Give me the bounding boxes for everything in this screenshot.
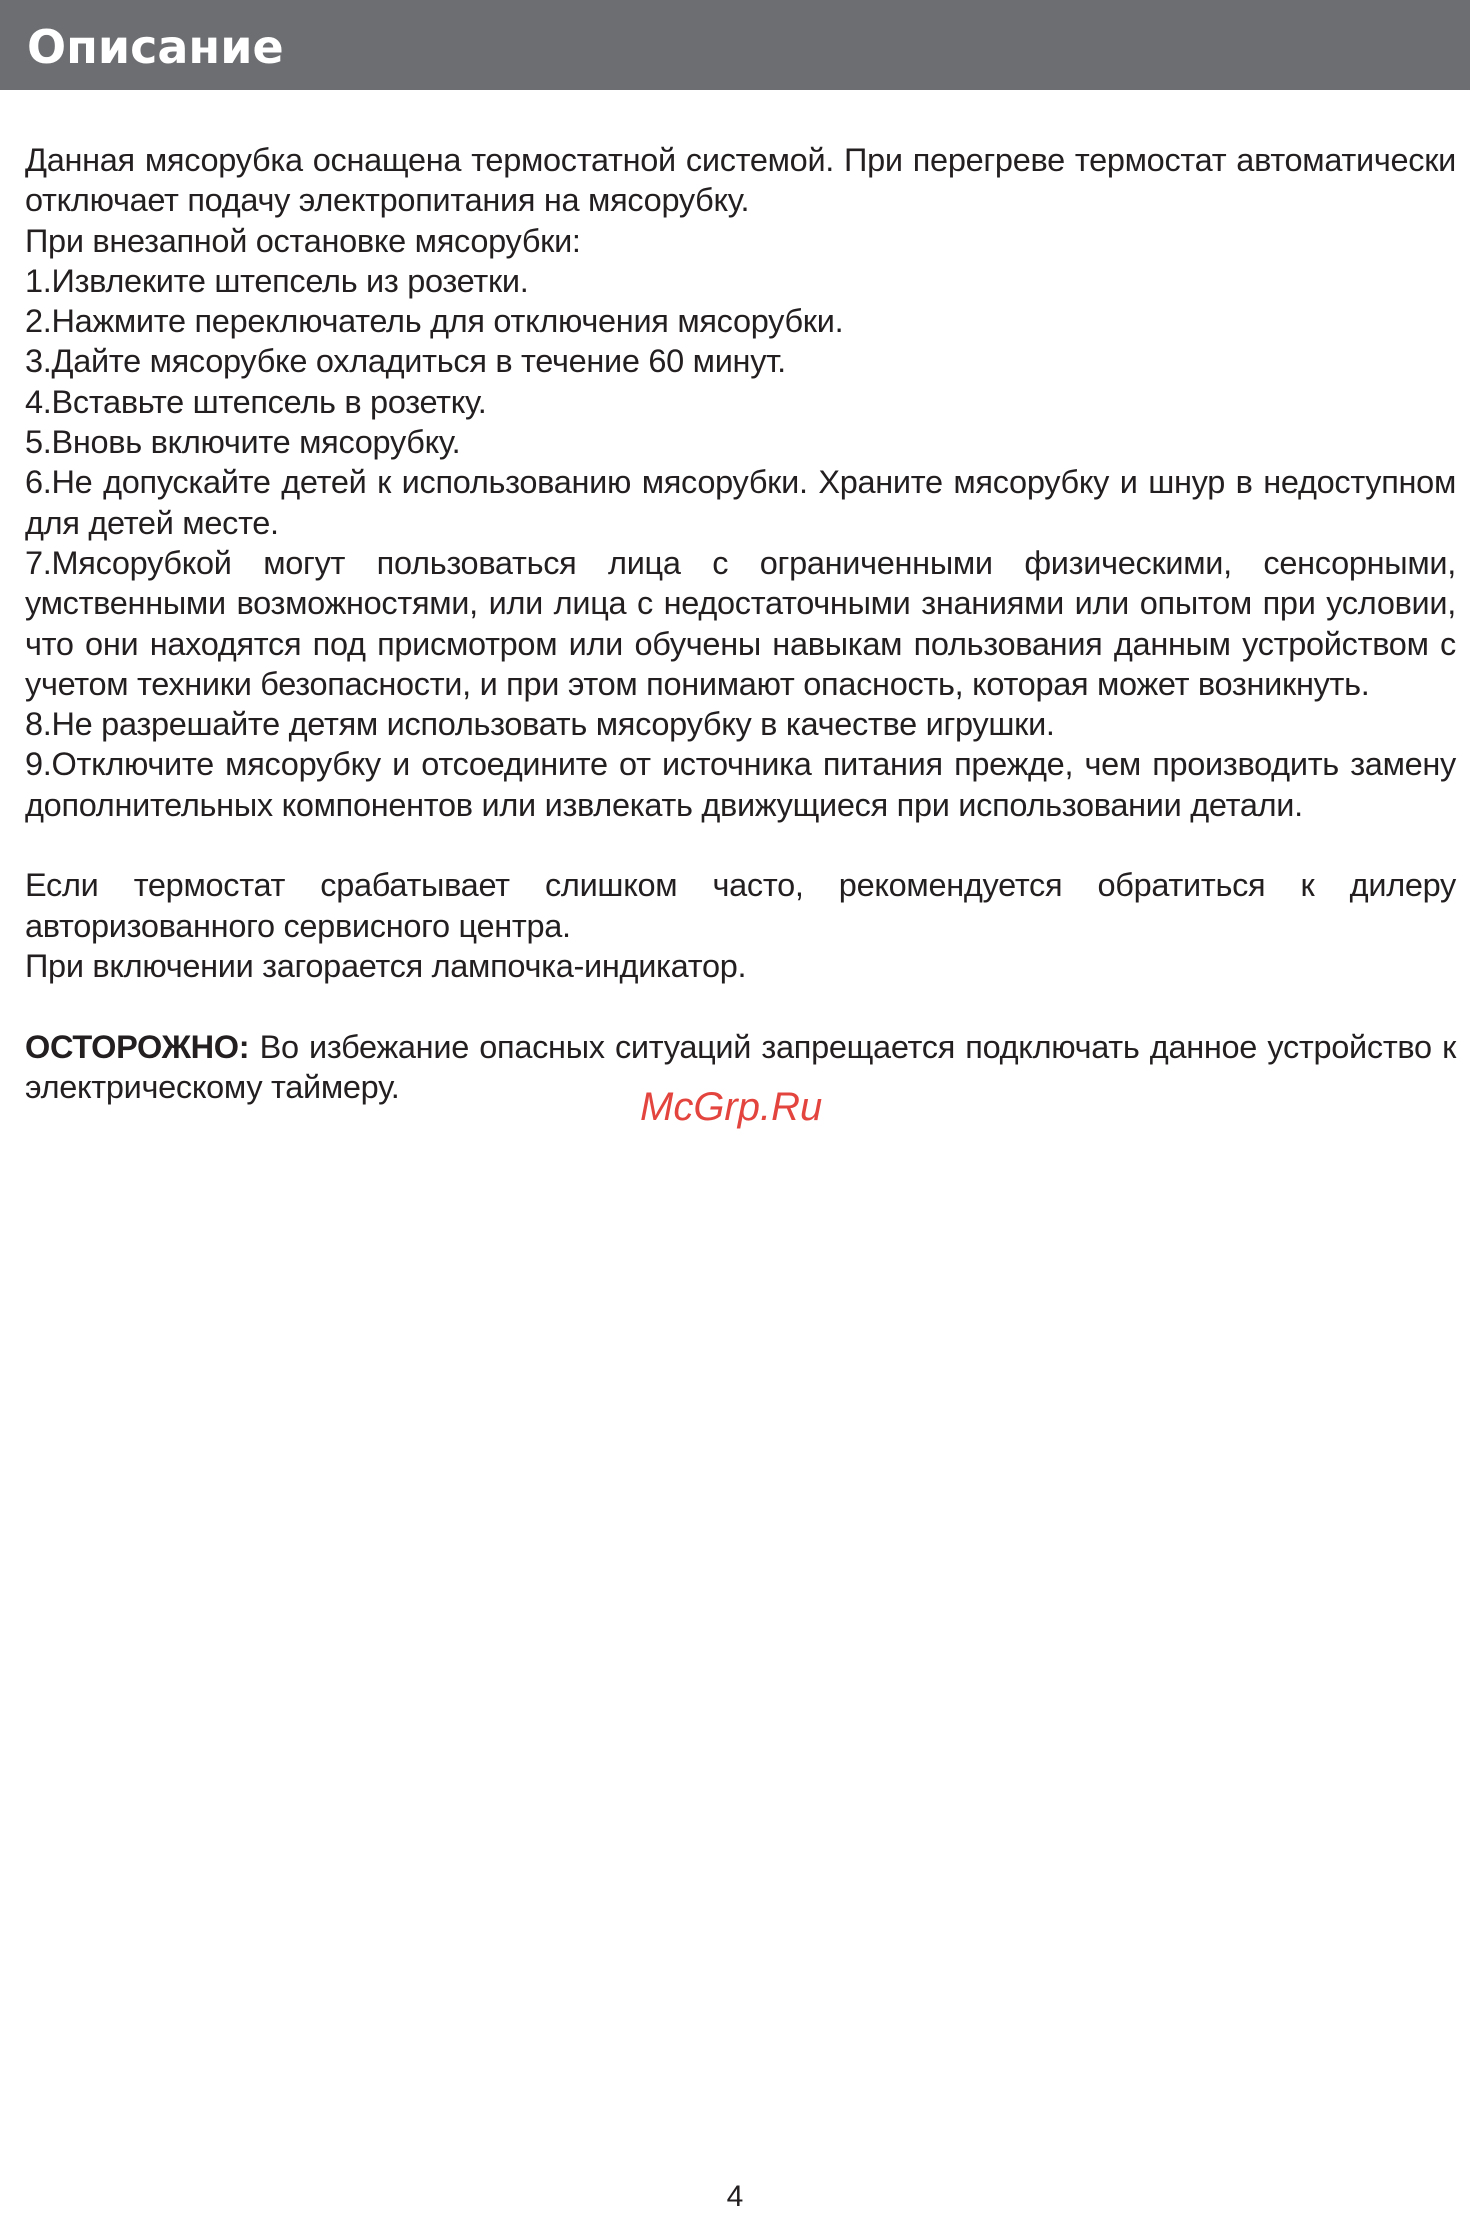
list-item: 4.Вставьте штепсель в розетку. [25, 383, 487, 420]
indicator-paragraph: При включении загорается лампочка-индикатор. [25, 947, 747, 984]
list-item: 8.Не разрешайте детям использовать мясорубку в качестве игрушки. [25, 706, 1055, 743]
list-item: 3.Дайте мясорубке охладиться в течение 60 минут. [25, 343, 786, 380]
list-item: 7.Мясорубкой могут пользоваться лица с ограниченными физическими, сенсорными, умственными возможностями, или лица с недостаточными знаниями или опытом при условии, что они находятся под присмотром или обучены навыкам пользования данным устройством с учетом техники безопасности, и при этом понимают опасность, которая может возникнуть. [25, 544, 1456, 702]
list-item: 9.Отключите мясорубку и отсоедините от источника питания прежде, чем производить замену дополнительных компонентов или извлекать движущиеся при использовании детали. [25, 746, 1456, 823]
intro-paragraph: Данная мясорубка оснащена термостатной системой. При перегреве термостат автоматически отключает подачу электропитания на мясорубку. [25, 142, 1456, 219]
page-title: Описание [27, 20, 284, 74]
list-item: 1.Извлеките штепсель из розетки. [25, 262, 529, 299]
warning-label: ОСТОРОЖНО: [25, 1028, 250, 1065]
sudden-stop-heading: При внезапной остановке мясорубки: [25, 222, 581, 259]
list-item: 6.Не допускайте детей к использованию мясорубки. Храните мясорубку и шнур в недоступном для детей месте. [25, 464, 1456, 541]
paragraph-spacer [25, 825, 1456, 865]
dealer-paragraph: Если термостат срабатывает слишком часто, рекомендуется обратиться к дилеру авторизованного сервисного центра. [25, 867, 1456, 944]
warning-text: Во избежание опасных ситуаций запрещается подключать данное устройство к электрическому таймеру. [25, 1028, 1456, 1105]
watermark: McGrp.Ru [640, 1085, 823, 1129]
header-bar [0, 0, 1470, 90]
list-item: 2.Нажмите переключатель для отключения мясорубки. [25, 303, 844, 340]
list-item: 5.Вновь включите мясорубку. [25, 424, 461, 461]
document-body [25, 140, 1456, 1107]
paragraph-spacer [25, 986, 1456, 1026]
page-number: 4 [726, 2180, 744, 2213]
